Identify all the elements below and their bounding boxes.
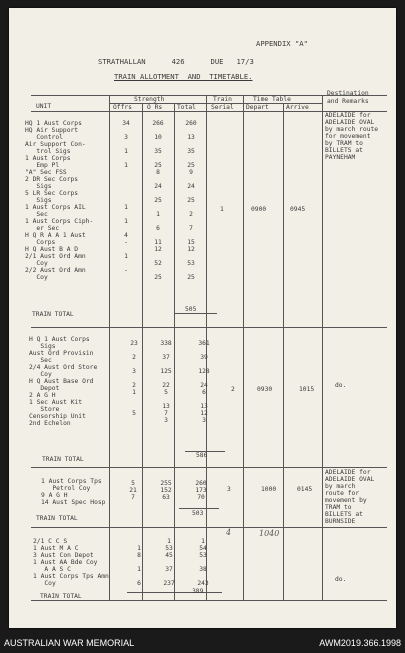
- document-page: [9, 8, 396, 628]
- header-serial: Serial: [211, 104, 234, 111]
- section2-total-label: TRAIN TOTAL: [42, 456, 84, 463]
- section3-bottom-rule: [31, 527, 387, 528]
- header-destination: Destination: [327, 90, 369, 97]
- section1-serial: 1: [220, 206, 224, 213]
- column-rule-arrive: [322, 95, 323, 600]
- section2-units: H Q 1 Aust Corps Sigs Aust Ord Provisin Sec 2/4 Aust Ord Store Coy H Q Aust Base Ord Depot 2 A G H 1 Sec Aust Kit Store Censorship Unit 2nd Echelon: [29, 336, 98, 427]
- section1-ors: 266 10 35 25 8 24 25 1 6 11 12 52 25: [152, 120, 164, 281]
- section3-total-label: TRAIN TOTAL: [36, 515, 78, 522]
- section2-arrive: 1015: [299, 386, 315, 393]
- column-rule-serial: [243, 95, 244, 600]
- section3-serial: 3: [227, 486, 231, 493]
- column-rule-depart: [283, 103, 284, 600]
- section4-total: 1 54 53 38 243: [197, 538, 209, 587]
- header-offrs: Offrs: [113, 104, 132, 111]
- header-arrive: Arrive: [286, 104, 309, 111]
- section1-total-label: TRAIN TOTAL: [32, 311, 74, 318]
- footer-accession-number: AWM2019.366.1998: [319, 638, 401, 648]
- section1-offrs: 34 3 1 1 1 1 4 - 1 -: [122, 120, 130, 274]
- ship-arrival-line: STRATHALLAN 426 DUE 17/3: [98, 57, 254, 66]
- section2-serial: 2: [231, 386, 235, 393]
- section2-total: 361 39 128 24 6 13 12 3: [198, 340, 210, 424]
- header-remarks: and Remarks: [327, 98, 369, 105]
- appendix-label: APPENDIX "A": [256, 39, 308, 48]
- header-timetable: Time Table: [253, 96, 291, 103]
- section3-train-total: 503: [192, 510, 204, 517]
- section2-offrs: 23 2 3 2 1 5: [130, 340, 138, 417]
- section4-total-label: TRAIN TOTAL: [40, 593, 82, 600]
- table-bottom-rule: [31, 600, 387, 601]
- section1-bottom-rule: [31, 327, 387, 328]
- section3-depart: 1000: [261, 486, 277, 493]
- section3-total: 260 173 70: [195, 480, 207, 501]
- remarks-train-1: ADELAIDE for ADELAIDE OVAL by march route for movement by TRAM to BILLETS at PAYNEHAM: [325, 112, 379, 161]
- column-rule-offrs: [142, 103, 143, 600]
- section4-units: 2/1 C C S 1 Aust M A C 3 Aust Con Depot 1 Aust AA Bde Coy A A S C 1 Aust Corps Tps Amn Coy: [33, 538, 109, 587]
- section1-train-total: 505: [185, 306, 197, 313]
- section3-units: 1 Aust Corps Tps Petrol Coy 9 A G H 14 Aust Spec Hosp: [41, 478, 106, 506]
- section1-sum-rule: [174, 313, 217, 314]
- remarks-train-3: ADELAIDE for ADELAIDE OVAL by march route for movement by TRAM to BILLETS at BURNSIDE: [325, 469, 375, 525]
- section1-units: HQ 1 Aust Corps HQ Air Support Control Air Support Con- trol Sigs 1 Aust Corps Emp Pl "A" Sec FSS 2 DR Sec Corps Sigs 5 LR Sec Corps Sigs 1 Aust Corps AIL Sec 1 Aust Corps Ciph- er Sec H Q R A A 1 Aust Corps H Q Aust B A D 2/1 Aust Ord Amn Coy 2/2 Aust Ord Amn Coy: [25, 120, 94, 281]
- section3-offrs: 5 21 7: [129, 480, 137, 501]
- column-rule-unit: [109, 95, 110, 600]
- header-ors: O Rs: [147, 104, 163, 111]
- section4-depart-handwritten: 1040: [259, 529, 280, 538]
- section2-depart: 0930: [257, 386, 273, 393]
- section4-train-total: 389: [192, 588, 204, 595]
- header-strength: Strength: [134, 96, 165, 103]
- section4-sum-rule: [127, 592, 222, 593]
- section2-bottom-rule: [31, 467, 387, 468]
- section1-depart: 0900: [251, 206, 267, 213]
- remarks-train-4: do.: [335, 576, 347, 583]
- section3-sum-rule: [179, 508, 219, 509]
- footer-institution: AUSTRALIAN WAR MEMORIAL: [4, 638, 135, 648]
- section3-arrive: 0145: [297, 486, 313, 493]
- section3-ors: 255 152 63: [160, 480, 172, 501]
- remarks-train-2: do.: [335, 382, 347, 389]
- section2-train-total: 586: [196, 452, 208, 459]
- header-total: Total: [177, 104, 196, 111]
- section1-arrive: 0945: [290, 206, 306, 213]
- section4-serial-handwritten: 4: [226, 528, 232, 537]
- header-depart: Depart: [246, 104, 269, 111]
- header-train: Train: [213, 96, 232, 103]
- section2-ors: 338 37 125 22 5 13 7 3: [160, 340, 172, 424]
- section4-ors: 1 53 45 37 237: [163, 538, 175, 587]
- section4-offrs: 1 8 1 6: [137, 545, 141, 587]
- section1-total: 260 13 35 25 9 24 25 2 7 15 12 53 25: [185, 120, 197, 281]
- header-unit: UNIT: [36, 103, 52, 110]
- document-title: TRAIN ALLOTMENT AND TIMETABLE.: [114, 72, 253, 81]
